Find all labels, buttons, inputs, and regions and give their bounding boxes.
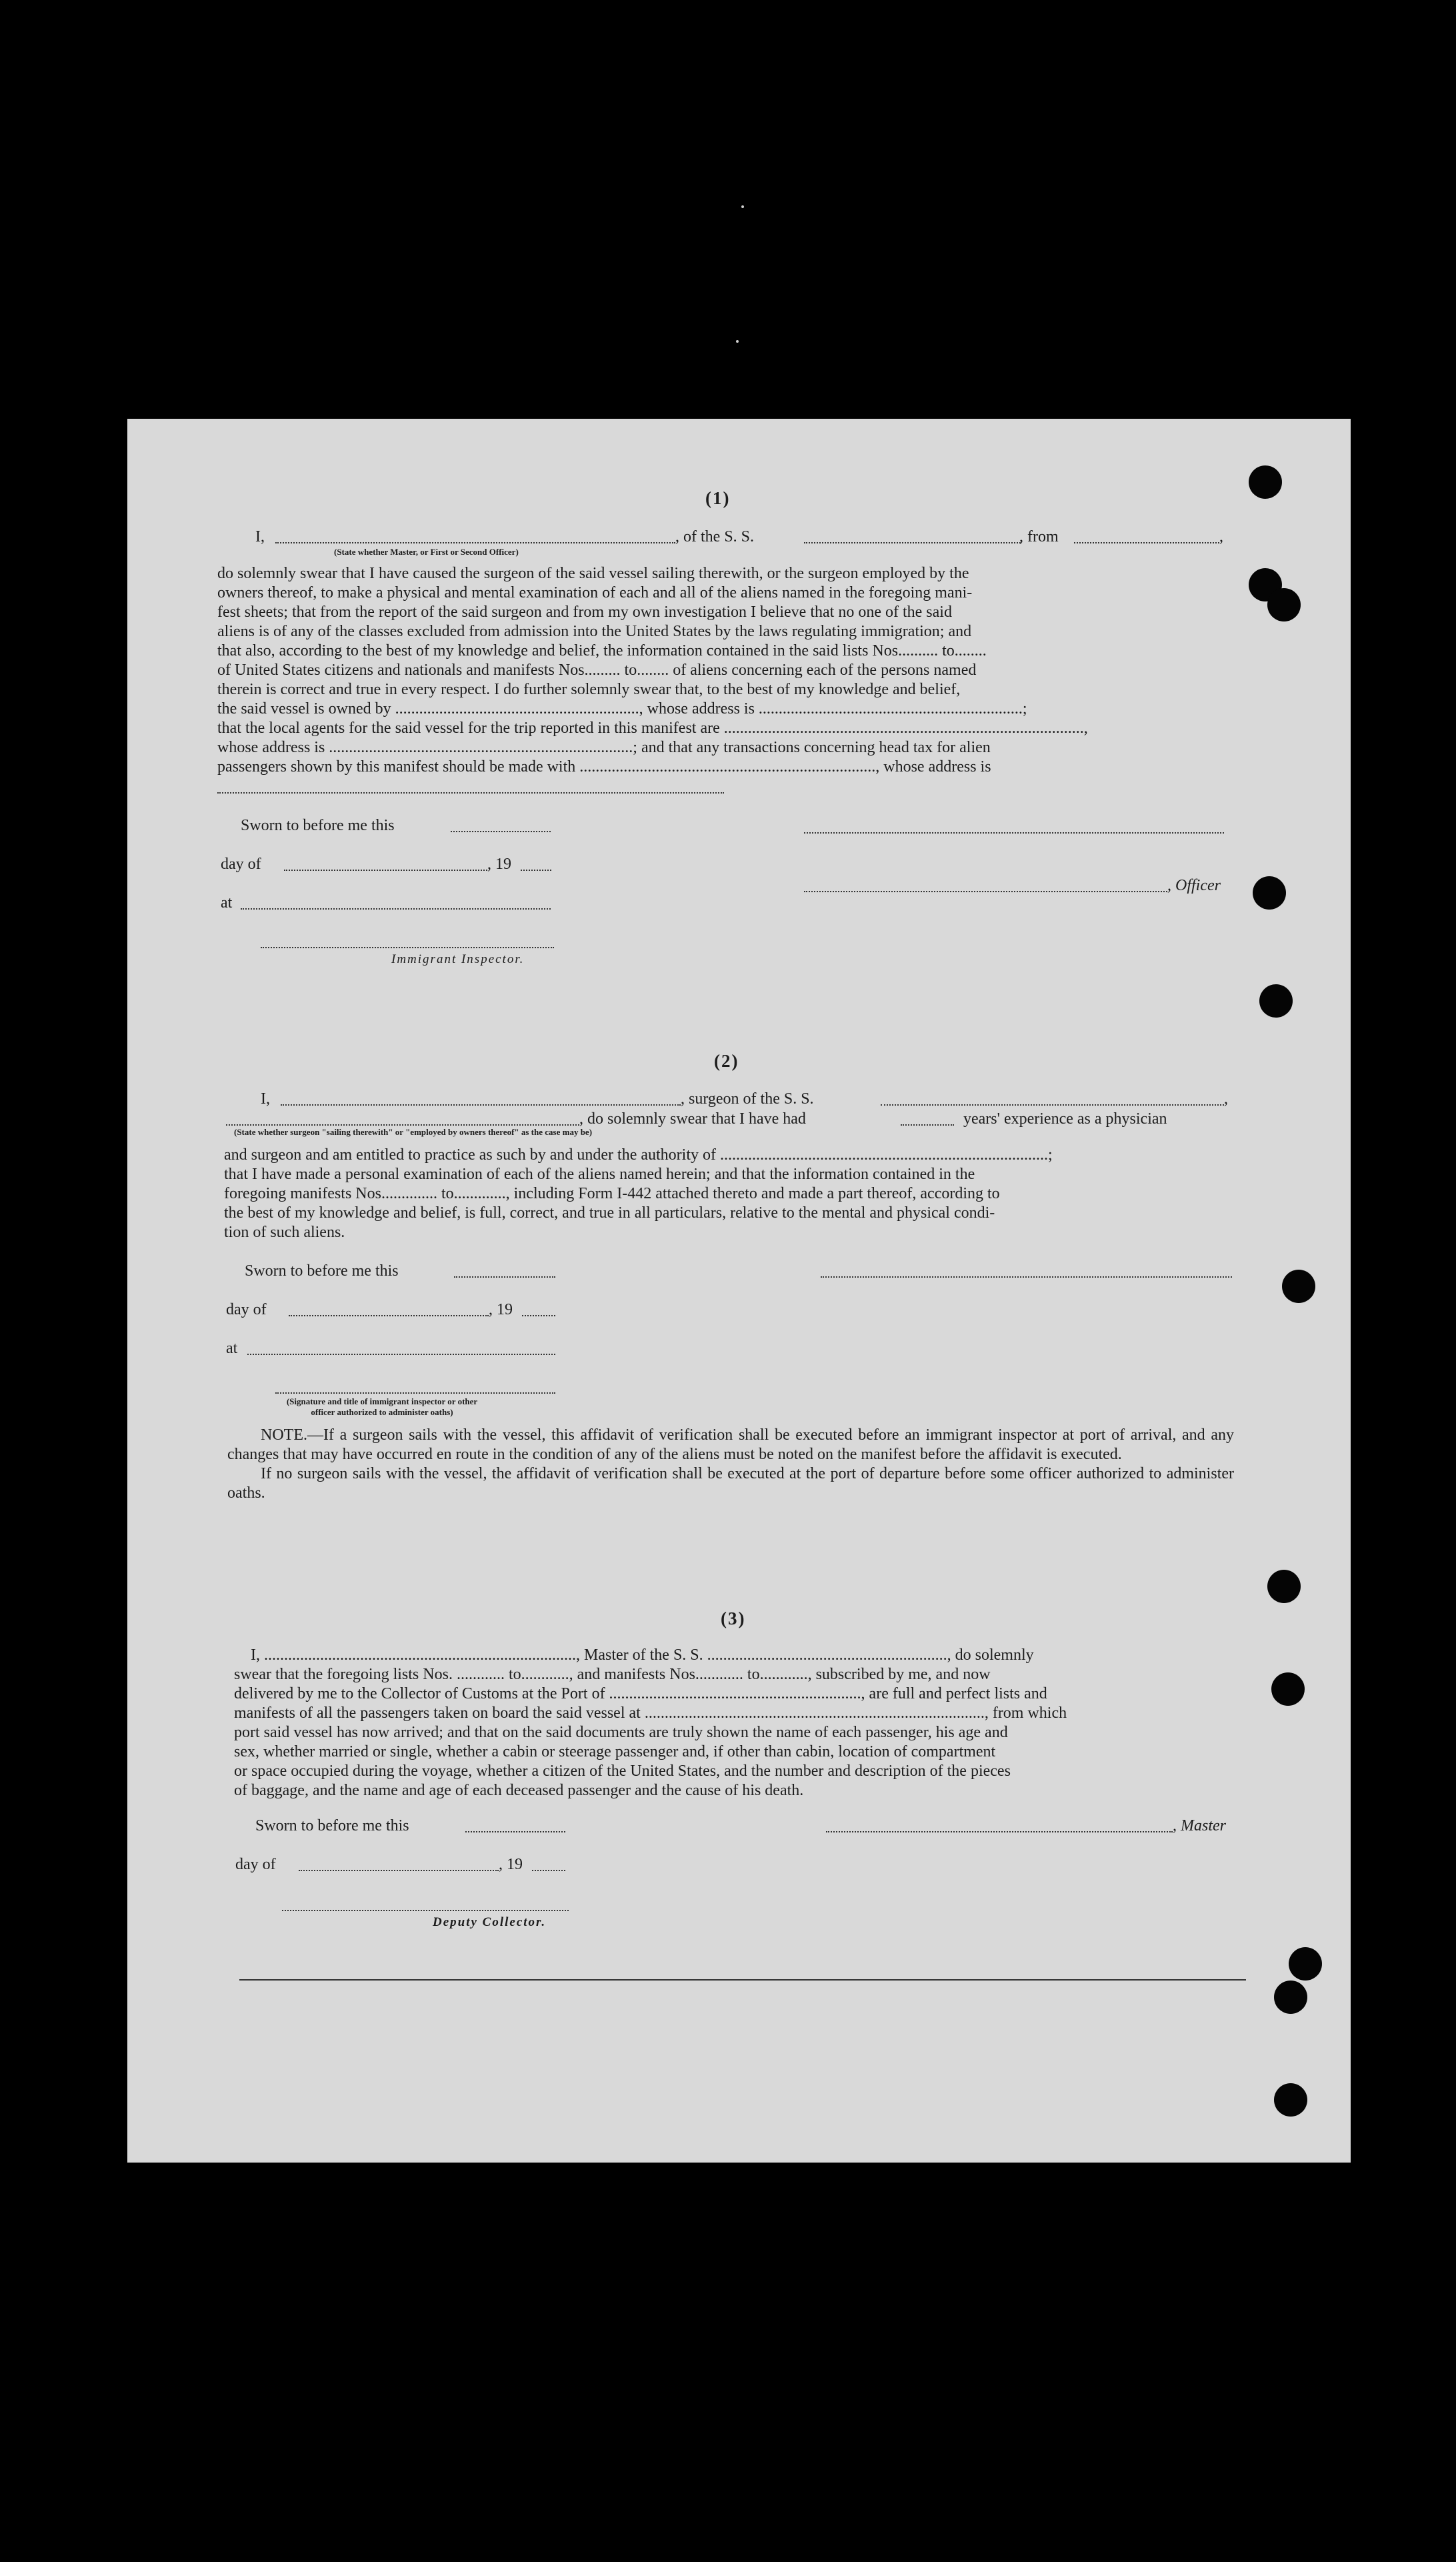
section-2-name-blank xyxy=(281,1104,681,1106)
section-2-i-label: I, xyxy=(261,1090,270,1108)
section-1-of-ss-label: , of the S. S. xyxy=(675,528,755,545)
section-3-line: port said vessel has now arrived; and that on the said documents are truly shown the name of each passenger, his age and xyxy=(234,1724,1008,1741)
section-1-from-label: , from xyxy=(1019,528,1059,545)
background-speck xyxy=(736,340,739,343)
section-2-day-label: day of xyxy=(226,1301,267,1318)
section-2-note xyxy=(227,1426,1234,1503)
section-3-sworn-label: Sworn to before me this xyxy=(255,1817,409,1834)
section-1-line: that the local agents for the said vessel for the trip reported in this manifest are .........................................................................................., xyxy=(217,720,1088,737)
bottom-rule xyxy=(239,1979,1246,1981)
section-2-day-blank xyxy=(289,1315,489,1316)
section-1-line: whose address is ............................................................................; and that any transactions concerning head tax for alien xyxy=(217,739,991,756)
section-1-day-label: day of xyxy=(221,856,261,873)
section-1-line: that also, according to the best of my knowledge and belief, the information contained in the said lists Nos.......... to........ xyxy=(217,642,987,660)
section-2-at-label: at xyxy=(226,1340,238,1357)
section-2-note-para-1 xyxy=(227,1426,1234,1464)
section-3-year-label: , 19 xyxy=(499,1856,523,1873)
section-3-line: I, .............................................................................., Master of the S. S. ............................................................, do solemnly xyxy=(251,1646,1034,1664)
section-2-comma: , xyxy=(1224,1090,1228,1108)
section-2-status-blank xyxy=(226,1124,579,1126)
section-3-collector-blank xyxy=(282,1910,569,1911)
section-3-number: (3) xyxy=(721,1608,746,1628)
section-2-oath-text xyxy=(224,1146,1232,1242)
section-2-line: that I have made a personal examination of each of the aliens named herein; and that the information contained in the xyxy=(224,1166,975,1183)
section-2-number: (2) xyxy=(714,1051,739,1071)
manifest-affidavit-page xyxy=(127,419,1351,2163)
section-3-line: sex, whether married or single, whether a cabin or steerage passenger and, if other than cabin, location of compartment xyxy=(234,1743,996,1760)
section-2-years-blank xyxy=(901,1124,954,1126)
section-3-sworn-blank xyxy=(465,1831,565,1832)
section-1-line: of United States citizens and nationals and manifests Nos......... to........ of aliens concerning each of the persons named xyxy=(217,662,977,679)
punch-hole xyxy=(1259,984,1293,1018)
section-3-master-blank xyxy=(826,1831,1173,1832)
section-1-sworn-blank xyxy=(451,831,551,832)
section-2-at-blank xyxy=(247,1354,555,1355)
section-2-line: foregoing manifests Nos.............. to............., including Form I-442 attached thereto and made a part thereof, according to xyxy=(224,1185,1000,1202)
section-1-comma: , xyxy=(1219,528,1223,545)
section-3-line: of baggage, and the name and age of each deceased passenger and the cause of his death. xyxy=(234,1782,804,1799)
section-1-year-blank xyxy=(521,870,551,871)
section-1-number: (1) xyxy=(705,488,731,508)
section-1-at-label: at xyxy=(221,894,233,912)
note-text-2: If no surgeon sails with the vessel, the affidavit of verification shall be executed at the port of departure before some officer authorized to administer oaths. xyxy=(227,1465,1234,1502)
punch-hole xyxy=(1253,876,1286,910)
section-2-swear-label: , do solemnly swear that I have had xyxy=(579,1110,806,1128)
section-1-sworn-label: Sworn to before me this xyxy=(241,817,395,834)
section-3-year-blank xyxy=(532,1870,565,1871)
section-2-signature-note: (Signature and title of immigrant inspector or other officer authorized to administer oaths) xyxy=(286,1396,478,1417)
section-2-sworn-blank xyxy=(454,1276,555,1278)
section-1-officer-label: , Officer xyxy=(1167,877,1221,894)
section-2-sworn-label: Sworn to before me this xyxy=(245,1262,399,1280)
section-3-day-blank xyxy=(299,1870,499,1871)
punch-hole xyxy=(1271,1672,1305,1706)
section-3-line: or space occupied during the voyage, whether a citizen of the United States, and the number and description of the pieces xyxy=(234,1762,1011,1780)
section-1-line: fest sheets; that from the report of the said surgeon and from my own investigation I believe that no one of the said xyxy=(217,603,952,621)
section-1-line: passengers shown by this manifest should be made with .........................................................................., whose address is xyxy=(217,758,991,776)
section-3-collector-caption: Deputy Collector. xyxy=(433,1915,547,1929)
section-2-years-label: years' experience as a physician xyxy=(963,1110,1167,1128)
section-2-status-note: (State whether surgeon "sailing therewith" or "employed by owners thereof" as the case may be) xyxy=(234,1127,593,1137)
section-2-surgeon-label: , surgeon of the S. S. xyxy=(681,1090,814,1108)
section-1-year-label: , 19 xyxy=(487,856,511,873)
section-3-master-label: , Master xyxy=(1173,1817,1226,1834)
punch-hole xyxy=(1249,465,1282,499)
section-1-oath-text xyxy=(217,564,1226,777)
note-label: NOTE. xyxy=(261,1426,307,1444)
punch-hole xyxy=(1274,1981,1307,2014)
section-3-line: manifests of all the passengers taken on board the said vessel at ....................................................................................., from which xyxy=(234,1704,1067,1722)
section-1-i-label: I, xyxy=(255,528,265,545)
section-1-line: aliens is of any of the classes excluded from admission into the United States by the laws regulating immigration; and xyxy=(217,623,972,640)
section-3-oath-text xyxy=(234,1646,1234,1800)
section-2-inspector-blank xyxy=(275,1392,555,1394)
section-3-day-label: day of xyxy=(235,1856,276,1873)
section-1-line: the said vessel is owned by ............................................................., whose address is ..................................................................; xyxy=(217,700,1027,718)
section-2-signature-blank xyxy=(821,1276,1232,1278)
section-1-vessel-blank xyxy=(804,542,1021,543)
section-1-day-blank xyxy=(284,870,487,871)
section-3-line: delivered by me to the Collector of Customs at the Port of ..............................................................., are full and perfect lists and xyxy=(234,1685,1047,1702)
section-1-inspector-caption: Immigrant Inspector. xyxy=(391,952,525,966)
section-2-line: and surgeon and am entitled to practice as such by and under the authority of ..................................................................................; xyxy=(224,1146,1053,1164)
section-1-line: do solemnly swear that I have caused the surgeon of the said vessel sailing therewith, or the surgeon employed by the xyxy=(217,565,969,582)
punch-hole xyxy=(1289,1947,1322,1981)
section-2-line: tion of such aliens. xyxy=(224,1224,345,1241)
section-2-year-blank xyxy=(522,1315,555,1316)
section-1-at-blank xyxy=(241,908,551,910)
section-2-vessel-blank xyxy=(881,1104,1224,1106)
section-1-officer-blank xyxy=(804,891,1167,892)
section-1-address-continuation xyxy=(217,792,724,794)
note-text-1: —If a surgeon sails with the vessel, this affidavit of verification shall be executed before an immigrant inspector at port of arrival, and any changes that may have occurred en route in the condition of any of the aliens must be noted on the manifest before the affidavit is executed. xyxy=(227,1426,1234,1463)
section-1-rank-blank xyxy=(275,542,675,543)
section-1-rank-note: (State whether Master, or First or Second Officer) xyxy=(334,547,519,557)
punch-hole xyxy=(1282,1270,1315,1303)
section-1-signature-blank xyxy=(804,832,1224,834)
section-1-inspector-blank xyxy=(261,947,554,948)
punch-hole xyxy=(1274,2083,1307,2117)
section-2-line: the best of my knowledge and belief, is full, correct, and true in all particulars, relative to the mental and physical condi- xyxy=(224,1204,995,1222)
background-speck xyxy=(741,205,744,208)
section-1-from-blank xyxy=(1074,542,1219,543)
section-1-line: owners thereof, to make a physical and mental examination of each and all of the aliens named in the foregoing mani- xyxy=(217,584,973,601)
section-2-year-label: , 19 xyxy=(489,1301,513,1318)
section-3-line: swear that the foregoing lists Nos. ............ to............, and manifests Nos............ to............, subscribed by me, and now xyxy=(234,1666,991,1683)
section-1-line: therein is correct and true in every respect. I do further solemnly swear that, to the best of my knowledge and belief, xyxy=(217,681,961,698)
punch-hole xyxy=(1267,1570,1301,1603)
punch-hole xyxy=(1267,588,1301,621)
